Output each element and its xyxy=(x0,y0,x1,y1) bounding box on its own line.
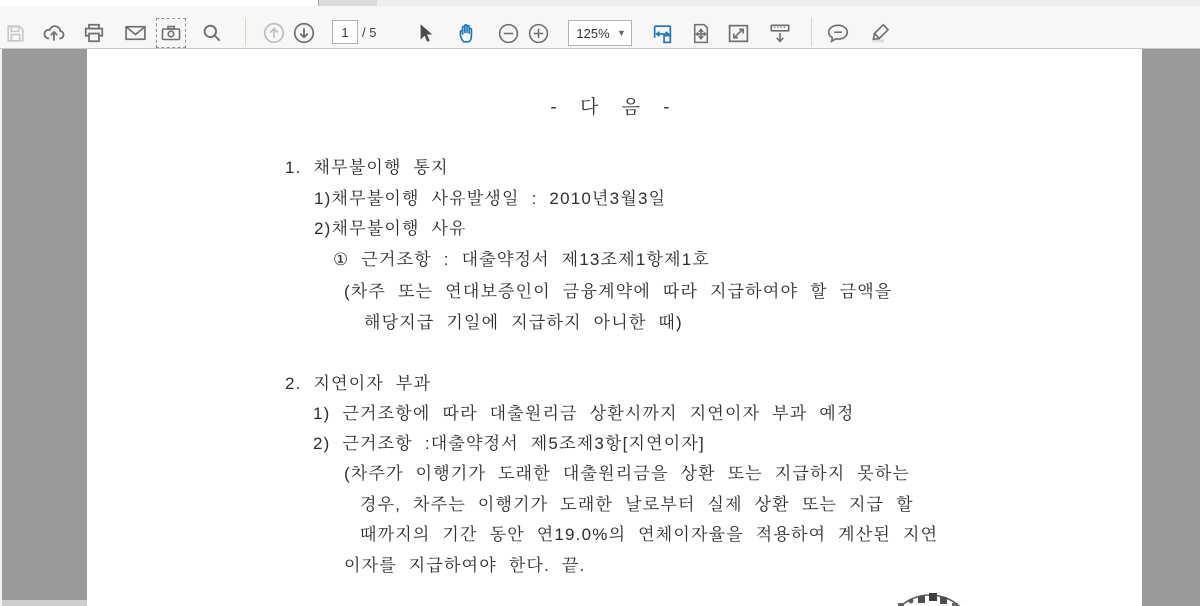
chevron-down-icon: ▼ xyxy=(617,28,626,38)
doc-line: 1. 채무불이행 통지 xyxy=(285,158,449,177)
measure-scroll-button[interactable] xyxy=(767,20,793,46)
email-icon xyxy=(124,23,147,43)
camera-snapshot-icon xyxy=(160,23,182,43)
select-tool-button[interactable] xyxy=(412,20,438,46)
zoom-level-value: 125% xyxy=(576,25,610,41)
pdf-toolbar xyxy=(0,6,1200,49)
canvas-bottom-strip xyxy=(2,600,87,606)
doc-line: 해당지급 기일에 지급하지 아니한 때) xyxy=(364,313,683,332)
fit-page-icon xyxy=(690,22,712,45)
email-button[interactable] xyxy=(122,20,148,46)
snapshot-button[interactable] xyxy=(156,18,186,48)
canvas-left-edge xyxy=(0,49,2,606)
cursor-arrow-icon xyxy=(415,22,435,44)
page-down-icon xyxy=(292,21,316,45)
zoom-in-icon xyxy=(527,22,550,45)
doc-line: (차주 또는 연대보증인이 금융계약에 따라 지급하여야 할 금액을 xyxy=(344,282,893,301)
document-title: - 다 음 - xyxy=(550,97,679,118)
fit-width-button[interactable] xyxy=(649,20,675,46)
previous-page-button[interactable] xyxy=(261,20,287,46)
toolbar-separator xyxy=(811,18,812,46)
doc-line: 때까지의 기간 동안 연19.0%의 연체이자율을 적용하여 계산된 지연 xyxy=(360,525,939,544)
doc-line: 1)채무불이행 사유발생일 : 2010년3월3일 xyxy=(314,189,667,208)
comment-bubble-icon xyxy=(826,22,850,44)
doc-line: 2) 근거조항 :대출약정서 제5조제3항[지연이자] xyxy=(313,434,705,453)
doc-line: 1) 근거조항에 따라 대출원리금 상환시까지 지연이자 부과 예정 xyxy=(313,404,855,423)
zoom-out-button[interactable] xyxy=(495,20,521,46)
print-icon xyxy=(83,22,105,44)
search-button[interactable] xyxy=(199,20,225,46)
save-icon xyxy=(5,23,26,44)
toolbar-separator xyxy=(245,18,246,46)
zoom-out-icon xyxy=(497,22,520,45)
hand-tool-icon xyxy=(456,22,478,44)
fullscreen-button[interactable] xyxy=(725,20,751,46)
save-button[interactable] xyxy=(2,20,28,46)
page-number-input[interactable] xyxy=(332,20,358,44)
ruler-down-arrow-icon xyxy=(768,22,792,45)
hand-tool-button[interactable] xyxy=(454,20,480,46)
comment-button[interactable] xyxy=(825,20,851,46)
zoom-level-dropdown[interactable] xyxy=(568,20,632,46)
search-icon xyxy=(201,22,223,44)
cloud-upload-icon xyxy=(42,22,66,44)
print-button[interactable] xyxy=(81,20,107,46)
highlight-button[interactable] xyxy=(868,20,894,46)
zoom-in-button[interactable] xyxy=(525,20,551,46)
doc-line: 2. 지연이자 부과 xyxy=(285,374,432,393)
next-page-button[interactable] xyxy=(291,20,317,46)
pdf-page[interactable] xyxy=(87,49,1142,606)
doc-line: 경우, 차주는 이행기가 도래한 날로부터 실제 상환 또는 지급 할 xyxy=(360,495,914,514)
fit-page-button[interactable] xyxy=(688,20,714,46)
fullscreen-icon xyxy=(727,23,750,44)
doc-line: 2)채무불이행 사유 xyxy=(314,219,467,238)
highlighter-icon xyxy=(869,22,893,45)
circular-stamp xyxy=(880,587,980,606)
doc-line: (차주가 이행기가 도래한 대출원리금을 상환 또는 지급하지 못하는 xyxy=(344,464,911,483)
page-up-icon xyxy=(262,21,286,45)
page-total-label: / 5 xyxy=(362,25,377,40)
doc-line: ① 근거조항 : 대출약정서 제13조제1항제1호 xyxy=(333,250,711,269)
share-upload-button[interactable] xyxy=(41,20,67,46)
doc-line: 이자를 지급하여야 한다. 끝. xyxy=(344,556,586,575)
fit-width-icon xyxy=(651,22,674,45)
